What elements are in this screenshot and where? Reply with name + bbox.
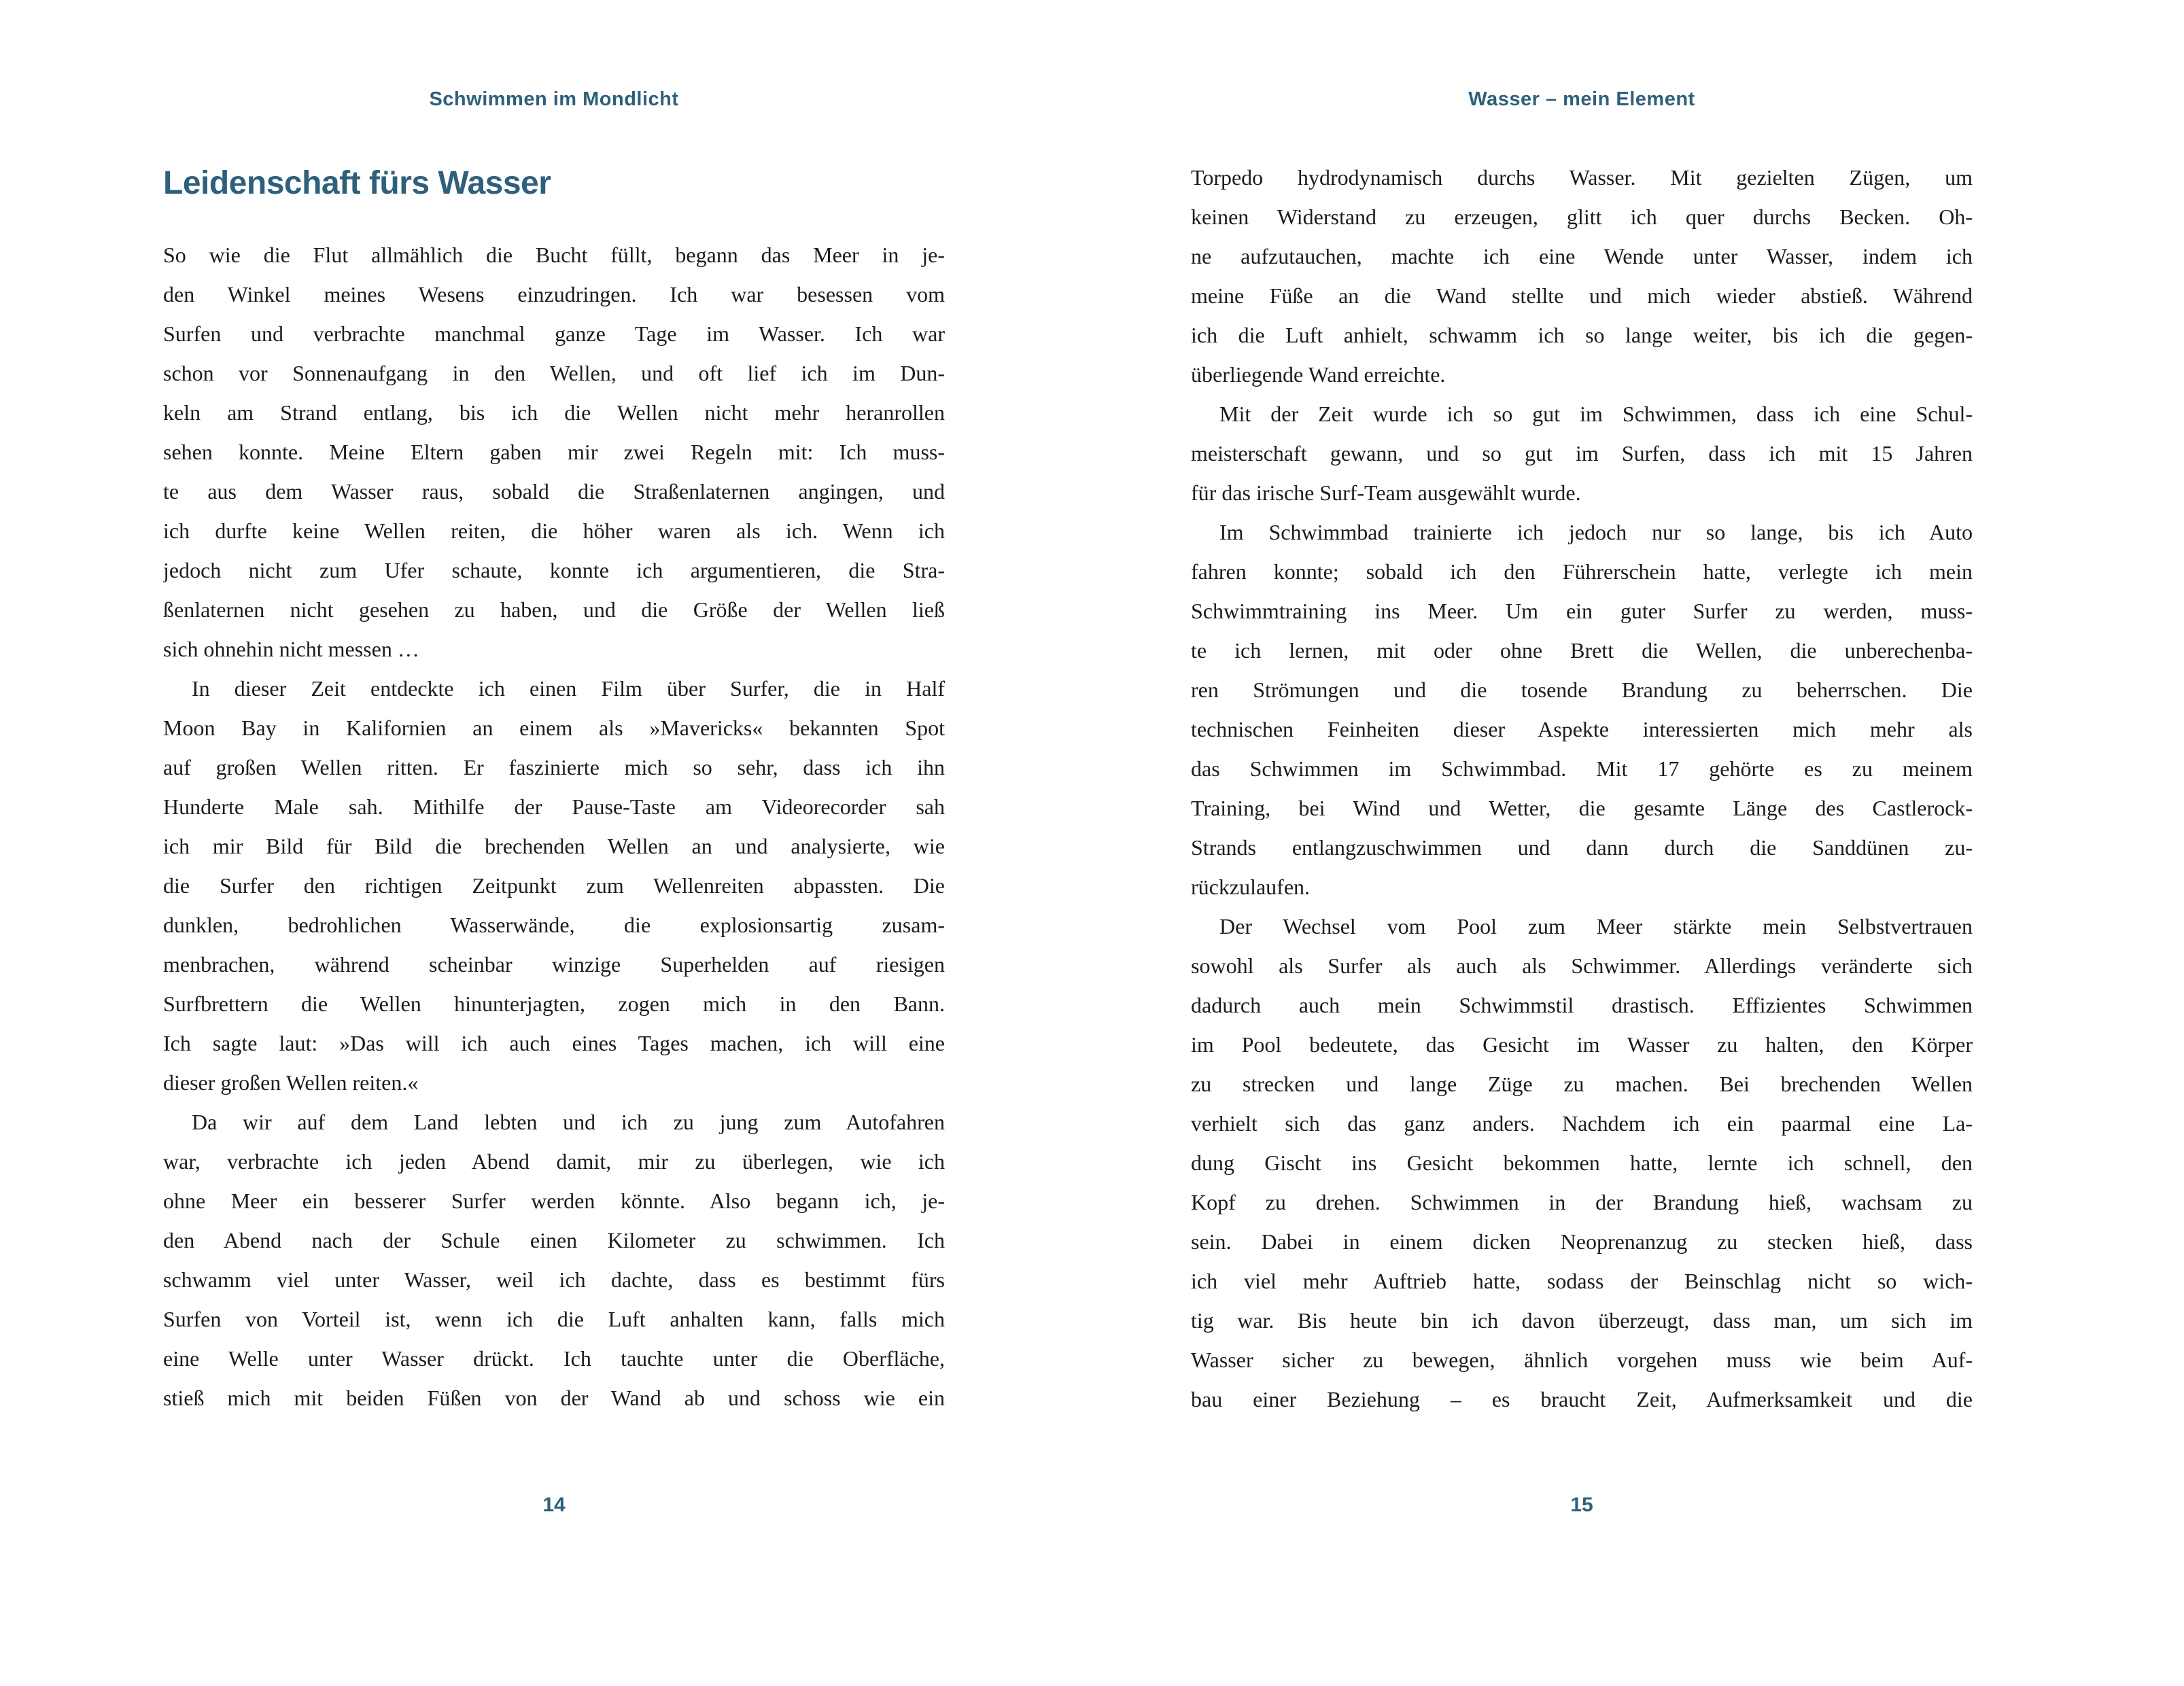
page-right — [1191, 0, 1973, 1686]
text-line: verhielt sich das ganz anders. Nachdem ich ein paarmal eine La- — [1191, 1111, 1973, 1136]
text-line: Kopf zu drehen. Schwimmen in der Brandung hieß, wachsam zu — [1191, 1190, 1973, 1214]
text-line: jedoch nicht zum Ufer schaute, konnte ich argumentieren, die Stra- — [163, 558, 945, 582]
text-line: Wasser sicher zu bewegen, ähnlich vorgehen muss wie beim Auf- — [1191, 1348, 1973, 1372]
text-line: te aus dem Wasser raus, sobald die Straßenlaternen angingen, und — [163, 479, 945, 504]
text-line: dung Gischt ins Gesicht bekommen hatte, lernte ich schnell, den — [1191, 1151, 1973, 1175]
text-line: In dieser Zeit entdeckte ich einen Film über Surfer, die in Half — [192, 676, 945, 701]
text-line: Im Schwimmbad trainierte ich jedoch nur so lange, bis ich Auto — [1219, 520, 1973, 544]
text-line: Ich sagte laut: »Das will ich auch eines Tages machen, ich will eine — [163, 1031, 945, 1055]
running-head-left: Schwimmen im Mondlicht — [429, 88, 679, 110]
paragraph — [1191, 394, 1973, 512]
running-head-right: Wasser – mein Element — [1468, 88, 1695, 110]
text-line: für das irische Surf-Team ausgewählt wurde. — [1191, 480, 1581, 505]
text-line: keinen Widerstand zu erzeugen, glitt ich quer durchs Becken. Oh- — [1191, 205, 1973, 229]
text-line: Surfen von Vorteil ist, wenn ich die Luft anhalten kann, falls mich — [163, 1307, 945, 1331]
text-line: stieß mich mit beiden Füßen von der Wand ab und schoss wie ein — [163, 1386, 945, 1410]
text-line: te ich lernen, mit oder ohne Brett die Wellen, die unberechenba- — [1191, 638, 1973, 663]
text-line: Hunderte Male sah. Mithilfe der Pause-Taste am Videorecorder sah — [163, 794, 945, 819]
text-line: auf großen Wellen ritten. Er faszinierte mich so sehr, dass ich ihn — [163, 755, 945, 779]
text-line: sein. Dabei in einem dicken Neoprenanzug zu stecken hieß, dass — [1191, 1229, 1973, 1254]
text-line: ren Strömungen und die tosende Brandung zu beherrschen. Die — [1191, 678, 1973, 702]
text-line: Der Wechsel vom Pool zum Meer stärkte mein Selbstvertrauen — [1219, 914, 1973, 938]
text-line: So wie die Flut allmählich die Bucht füllt, begann das Meer in je- — [163, 243, 945, 267]
page-number-left: 14 — [542, 1494, 566, 1516]
text-line: den Winkel meines Wesens einzudringen. Ich war besessen vom — [163, 282, 945, 306]
text-line: Strands entlangzuschwimmen und dann durch die Sanddünen zu- — [1191, 835, 1973, 860]
text-line: Da wir auf dem Land lebten und ich zu jung zum Autofahren — [192, 1110, 945, 1134]
text-line: rückzulaufen. — [1191, 875, 1311, 899]
chapter-heading: Leidenschaft fürs Wasser — [163, 165, 551, 201]
text-line: Training, bei Wind und Wetter, die gesamte Länge des Castlerock- — [1191, 796, 1973, 820]
paragraph — [1191, 158, 1973, 394]
text-line: ich mir Bild für Bild die brechenden Wellen an und analysierte, wie — [163, 834, 945, 858]
text-line: keln am Strand entlang, bis ich die Wellen nicht mehr heranrollen — [163, 400, 945, 425]
text-line: schon vor Sonnenaufgang in den Wellen, und oft lief ich im Dun- — [163, 361, 945, 385]
text-line: zu strecken und lange Züge zu machen. Bei brechenden Wellen — [1191, 1072, 1973, 1096]
paragraph — [163, 1102, 945, 1418]
text-line: im Pool bedeutete, das Gesicht im Wasser zu halten, den Körper — [1191, 1032, 1973, 1057]
text-line: das Schwimmen im Schwimmbad. Mit 17 gehörte es zu meinem — [1191, 756, 1973, 781]
text-line: schwamm viel unter Wasser, weil ich dachte, dass es bestimmt fürs — [163, 1267, 945, 1292]
text-line: dadurch auch mein Schwimmstil drastisch. Effizientes Schwimmen — [1191, 993, 1973, 1017]
text-line: ich durfte keine Wellen reiten, die höher waren als ich. Wenn ich — [163, 519, 945, 543]
text-line: Surfen und verbrachte manchmal ganze Tage im Wasser. Ich war — [163, 321, 945, 346]
text-line: war, verbrachte ich jeden Abend damit, mir zu überlegen, wie ich — [163, 1149, 945, 1174]
text-line: ßenlaternen nicht gesehen zu haben, und die Größe der Wellen ließ — [163, 597, 945, 622]
text-line: ich viel mehr Auftrieb hatte, sodass der Beinschlag nicht so wich- — [1191, 1269, 1973, 1293]
text-line: bau einer Beziehung – es braucht Zeit, Aufmerksamkeit und die — [1191, 1387, 1973, 1411]
paragraph — [1191, 907, 1973, 1419]
paragraph — [163, 669, 945, 1102]
text-line: meine Füße an die Wand stellte und mich wieder abstieß. Während — [1191, 283, 1973, 308]
text-line: Torpedo hydrodynamisch durchs Wasser. Mit gezielten Zügen, um — [1191, 165, 1973, 190]
text-line: Surfbrettern die Wellen hinunterjagten, zogen mich in den Bann. — [163, 991, 945, 1016]
text-line: ich die Luft anhielt, schwamm ich so lange weiter, bis ich die gegen- — [1191, 323, 1973, 347]
paragraph — [1191, 512, 1973, 907]
paragraph — [163, 235, 945, 669]
text-line: tig war. Bis heute bin ich davon überzeugt, dass man, um sich im — [1191, 1308, 1973, 1333]
text-line: die Surfer den richtigen Zeitpunkt zum Wellenreiten abpassten. Die — [163, 873, 945, 898]
body-text-left — [163, 235, 945, 1418]
text-line: überliegende Wand erreichte. — [1191, 362, 1446, 387]
text-line: sowohl als Surfer als auch als Schwimmer. Allerdings veränderte sich — [1191, 953, 1973, 978]
text-line: Schwimmtraining ins Meer. Um ein guter Surfer zu werden, muss- — [1191, 599, 1973, 623]
text-line: fahren konnte; sobald ich den Führerschein hatte, verlegte ich mein — [1191, 559, 1973, 584]
text-line: technischen Feinheiten dieser Aspekte interessierten mich mehr als — [1191, 717, 1973, 741]
text-line: menbrachen, während scheinbar winzige Superhelden auf riesigen — [163, 952, 945, 977]
text-line: dieser großen Wellen reiten.« — [163, 1070, 419, 1095]
text-line: ne aufzutauchen, machte ich eine Wende unter Wasser, indem ich — [1191, 244, 1973, 268]
text-line: ohne Meer ein besserer Surfer werden könnte. Also begann ich, je- — [163, 1189, 945, 1213]
text-line: sich ohnehin nicht messen … — [163, 637, 419, 661]
page-number-right: 15 — [1570, 1494, 1593, 1516]
text-line: dunklen, bedrohlichen Wasserwände, die explosionsartig zusam- — [163, 913, 945, 937]
text-line: meisterschaft gewann, und so gut im Surfen, dass ich mit 15 Jahren — [1191, 441, 1973, 466]
text-line: eine Welle unter Wasser drückt. Ich tauchte unter die Oberfläche, — [163, 1346, 945, 1371]
text-line: sehen konnte. Meine Eltern gaben mir zwei Regeln mit: Ich muss- — [163, 440, 945, 464]
body-text-right — [1191, 158, 1973, 1419]
text-line: den Abend nach der Schule einen Kilometer zu schwimmen. Ich — [163, 1228, 945, 1252]
page-left — [163, 0, 945, 1686]
text-line: Mit der Zeit wurde ich so gut im Schwimmen, dass ich eine Schul- — [1219, 402, 1973, 426]
text-line: Moon Bay in Kalifornien an einem als »Mavericks« bekannten Spot — [163, 716, 945, 740]
